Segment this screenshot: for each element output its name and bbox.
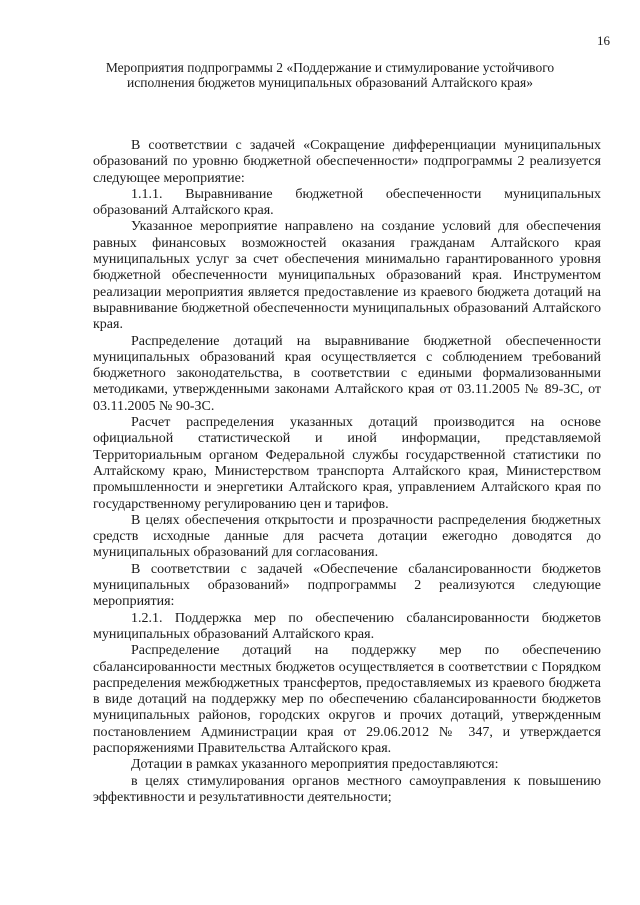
paragraph: Распределение дотаций на поддержку мер по обеспечению сбалансированности местных бюджетов осуществляется в соответствии с Порядком распределения межбюджетных трансфертов, предоставляемых из краевого бюджета в виде дотаций на поддержку мер по обеспечению сбалансированности бюджетов муниципальных районов, городских округов и прочих дотаций, утвержденным постановлением Администрации края от 29.06.2012 № 347, и утверждается распоряжениями Правительства Алтайского края. — [93, 643, 601, 756]
paragraph: 1.1.1. Выравнивание бюджетной обеспеченности муниципальных образований Алтайского края. — [93, 186, 601, 219]
paragraph: 1.2.1. Поддержка мер по обеспечению сбалансированности бюджетов муниципальных образований Алтайского края. — [93, 610, 601, 642]
paragraph: Дотации в рамках указанного мероприятия предоставляются: — [131, 757, 499, 773]
paragraph: В соответствии с задачей «Сокращение дифференциации муниципальных образований по уровню бюджетной обеспеченности» подпрограммы 2 реализуется следующее мероприятие: — [93, 138, 601, 186]
section-heading: Мероприятия подпрограммы 2 «Поддержание и стимулирование устойчивого исполнения бюджетов муниципальных образований Алтайского края» — [105, 60, 555, 90]
paragraph: Расчет распределения указанных дотаций производится на основе официальной статистической и иной информации, представляемой Территориальным органом Федеральной службы государственной статистики по Алтайскому краю, Министерством транспорта Алтайского края, Министерством промышленности и энергетики Алтайского края, управлением Алтайского края по государственному регулированию цен и тарифов. — [93, 415, 601, 512]
body-text — [93, 138, 601, 806]
paragraph: В соответствии с задачей «Обеспечение сбалансированности бюджетов муниципальных образований» подпрограммы 2 реализуются следующие мероприятия: — [93, 561, 601, 610]
paragraph: в целях стимулирования органов местного самоуправления к повышению эффективности и результативности деятельности; — [93, 773, 601, 805]
page-number: 16 — [597, 33, 610, 48]
paragraph: В целях обеспечения открытости и прозрачности распределения бюджетных средств исходные данные для расчета дотации ежегодно доводятся до муниципальных образований для согласования. — [93, 512, 601, 561]
paragraph: Указанное мероприятие направлено на создание условий для обеспечения равных финансовых возможностей оказания гражданам Алтайского края муниципальных услуг за счет обеспечения минимально гарантированного уровня бюджетной обеспеченности муниципальных образований края. Инструментом реализации мероприятия является предоставление из краевого бюджета дотаций на выравнивание бюджетной обеспеченности муниципальных образований Алтайского края. — [93, 219, 601, 333]
paragraph: Распределение дотаций на выравнивание бюджетной обеспеченности муниципальных образований края осуществляется с соблюдением требований бюджетного законодательства, в соответствии с едиными формализованными методиками, утвержденными законами Алтайского края от 03.11.2005 № 89-ЗС, от 03.11.2005 № 90-ЗС. — [93, 333, 601, 414]
